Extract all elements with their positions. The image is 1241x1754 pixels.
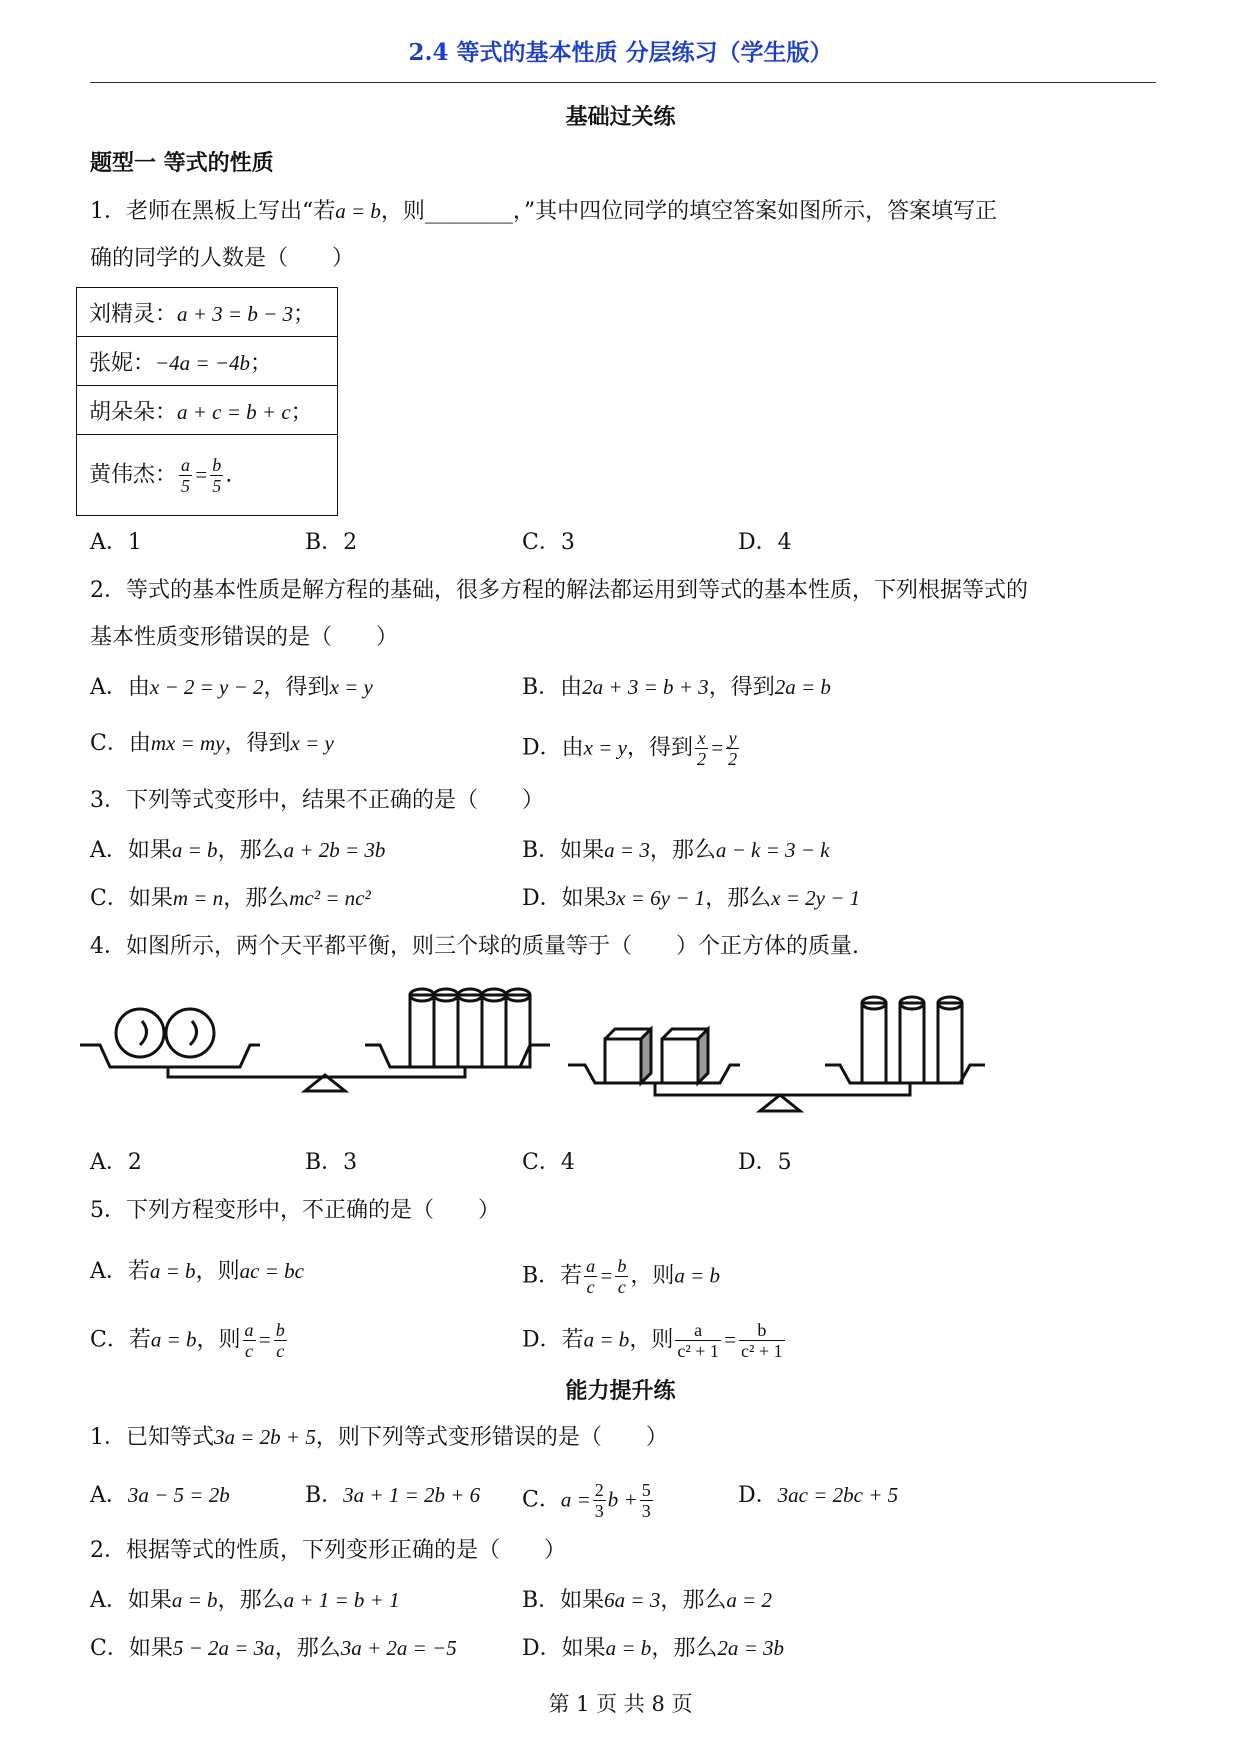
balance-left [80,989,550,1091]
balance-right [568,997,985,1111]
p1-option-a: A．3a − 5 = 2b [90,1483,230,1508]
q2-option-d: D．由x = y，得到 $\frac{x}{2}$ = $\frac{y}{2}$ [522,728,738,769]
q5-option-a: A．若a = b，则ac = bc [90,1259,304,1284]
q3-option-b: B．如果a = 3，那么a − k = 3 − k [522,838,830,863]
q3-stem: 3．下列等式变形中，结果不正确的是（ ） [90,788,544,813]
cylinders-group [410,989,530,1067]
q4-option-a: A．2 [90,1150,142,1175]
cubes-group [605,1029,708,1083]
p2-option-d: D．如果a = b，那么2a = 3b [522,1636,784,1661]
p1-option-d: D．3ac = 2bc + 5 [738,1483,899,1508]
ball-icon [166,1009,214,1057]
table-row: 胡朵朵：a + c = b + c； [77,386,338,435]
q4-option-c: C．4 [522,1150,575,1175]
table-row: 刘精灵：a + 3 = b − 3； [77,288,338,337]
q1-stem-line1: 1．老师在黑板上写出“若a = b，则________，”其中四位同学的填空答案如图所示，答案填写正 [90,199,998,224]
document-title: 2.4 等式的基本性质 分层练习（学生版） [408,39,833,66]
p2-stem: 2．根据等式的性质，下列变形正确的是（ ） [90,1538,566,1563]
q4-option-d: D．5 [738,1150,792,1175]
q1-option-a: A．1 [90,530,142,555]
table-row: 张妮：−4a = −4b； [77,337,338,386]
q4-option-b: B．3 [305,1150,358,1175]
question-type-heading: 题型一 等式的性质 [90,150,274,176]
p1-option-c: C．a = $\frac{2}{3}$ b + $\frac{5}{3}$ [522,1480,651,1521]
p1-stem: 1．已知等式3a = 2b + 5，则下列等式变形错误的是（ ） [90,1425,668,1450]
right-pan-left-icon [568,1065,740,1083]
q2-option-c: C．由mx = my，得到x = y [90,731,334,756]
q1-option-b: B．2 [305,530,358,555]
balance-scales-figure [80,975,1000,1115]
q3-option-d: D．如果3x = 6y − 1，那么x = 2y − 1 [522,886,861,911]
q1-option-d: D．4 [738,530,792,555]
p2-option-c: C．如果5 − 2a = 3a，那么3a + 2a = −5 [90,1636,457,1661]
q5-option-c: C．若a = b，则 $\frac{a}{c}$ = $\frac{b}{c}$ [90,1320,285,1361]
q1-option-c: C．3 [522,530,575,555]
q3-option-a: A．如果a = b，那么a + 2b = 3b [90,838,386,863]
right-beam [655,1083,910,1095]
table-row: 黄伟杰： $\frac{a}{5}$ = $\frac{b}{5}$ . [77,435,338,516]
header-rule [90,82,1156,83]
section-heading-advanced: 能力提升练 [565,1378,676,1404]
right-fulcrum-icon [760,1095,800,1111]
cylinders-group [862,997,962,1083]
q5-option-d: D．若a = b，则 $\frac{a}{\text{c² + 1}}$ = $\frac{b}{\text{c² + 1}}$ [522,1320,783,1361]
ball-icon [116,1009,164,1057]
p2-option-a: A．如果a = b，那么a + 1 = b + 1 [90,1588,400,1613]
q5-option-b: B．若 $\frac{a}{c}$ = $\frac{b}{c}$ ，则a = b [522,1256,721,1297]
p2-option-b: B．如果6a = 3，那么a = 2 [522,1588,773,1613]
section-heading-basic: 基础过关练 [565,104,676,130]
q3-option-c: C．如果m = n，那么mc² = nc² [90,886,371,911]
q2-option-a: A．由x − 2 = y − 2，得到x = y [90,675,373,700]
ball-shine [190,1021,197,1045]
page-footer: 第 1 页 共 8 页 [548,1692,693,1716]
q5-stem: 5．下列方程变形中，不正确的是（ ） [90,1198,500,1223]
q2-stem-line1: 2．等式的基本性质是解方程的基础，很多方程的解法都运用到等式的基本性质，下列根据等式的 [90,578,1029,603]
q2-option-b: B．由2a + 3 = b + 3，得到2a = b [522,675,831,700]
ball-shine [140,1021,147,1045]
q1-stem-line2: 确的同学的人数是（ ） [90,246,355,271]
q2-stem-line2: 基本性质变形错误的是（ ） [90,625,399,650]
q4-stem: 4．如图所示，两个天平都平衡，则三个球的质量等于（ ）个正方体的质量. [90,934,859,959]
q1-answer-table [76,287,338,516]
p1-option-b: B．3a + 1 = 2b + 6 [305,1483,481,1508]
